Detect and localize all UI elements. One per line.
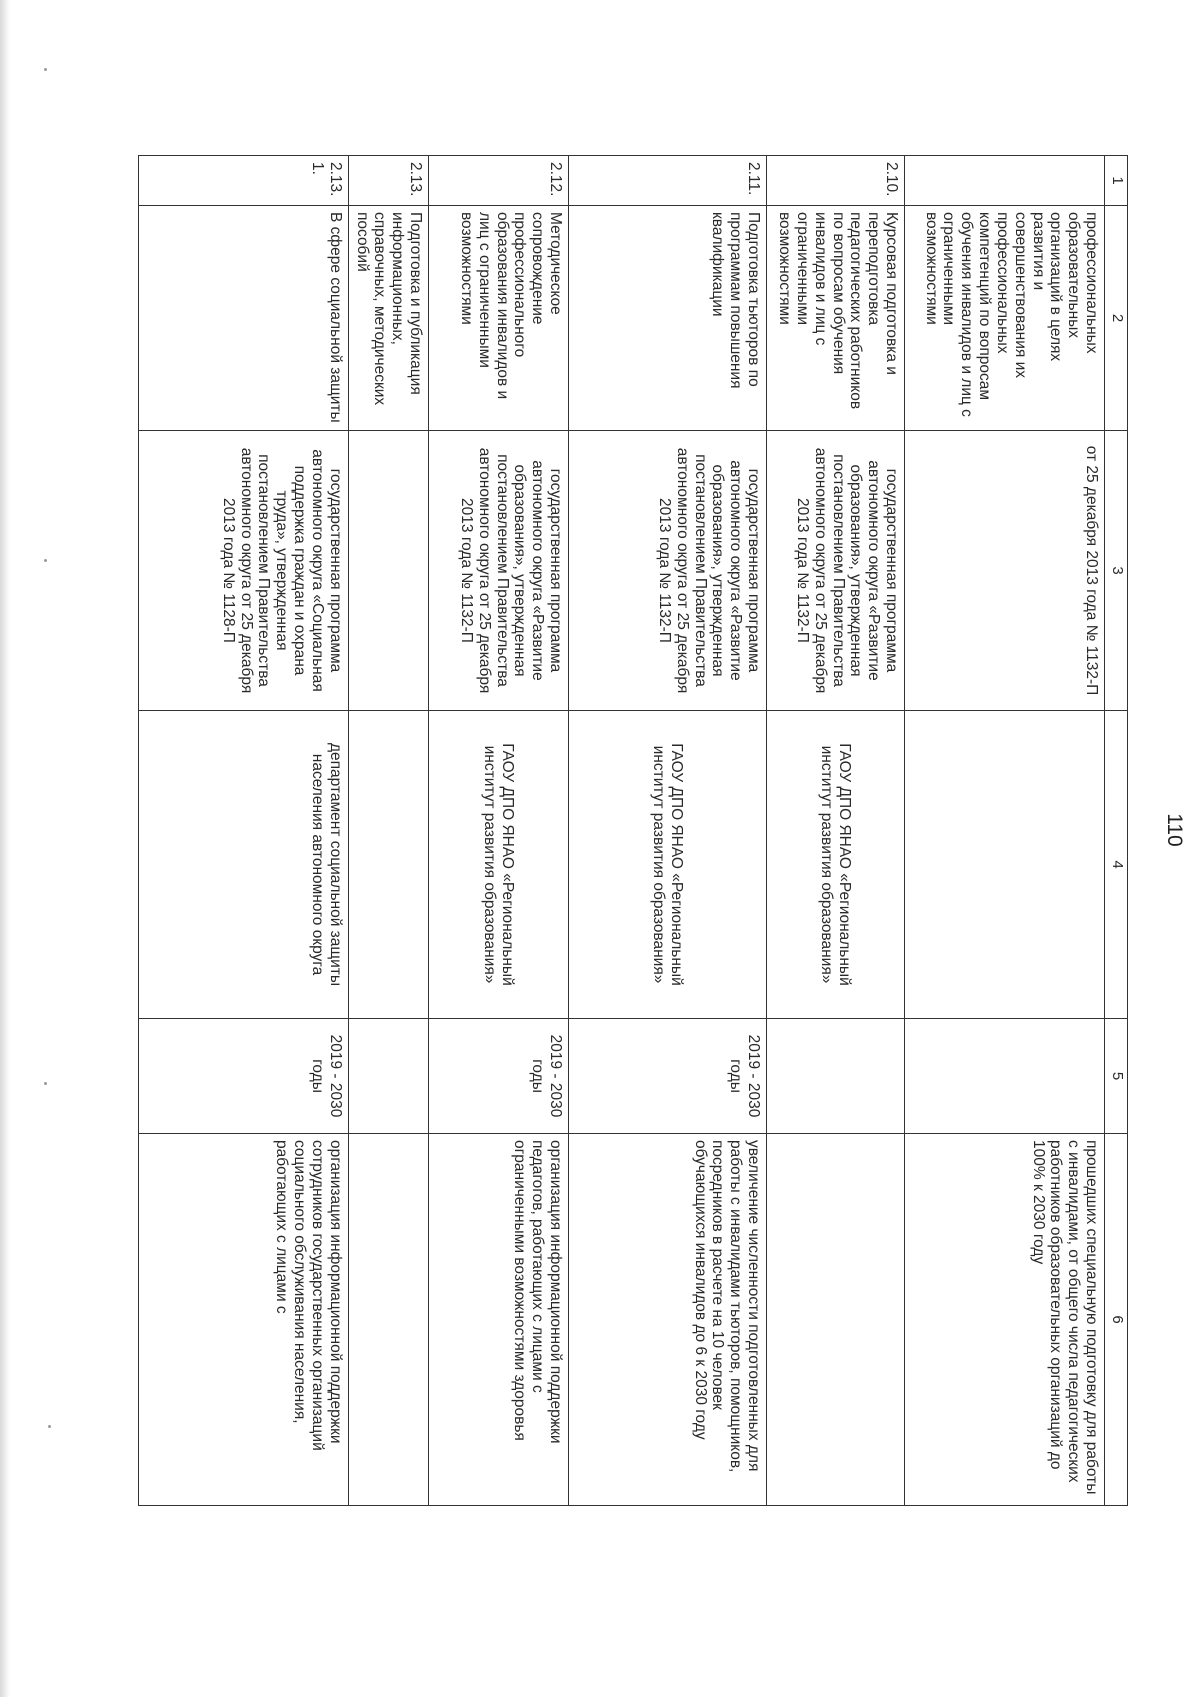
- activity-cell: Подготовка тьюторов по программам повышения квалификации: [569, 206, 767, 431]
- executor-cell: ГАОУ ДПО ЯНАО «Региональный институт развития образования»: [569, 711, 767, 1019]
- row-number: 2.10.: [767, 156, 905, 206]
- period-cell: 2019 - 2030 годы: [139, 1019, 349, 1134]
- scan-speck: [48, 1425, 51, 1428]
- basis-cell: государственная программа автономного округа «Развитие образования», утвержденная постановлением Правительства автономного округа от 25 декабря 2013 года № 1132-П: [429, 431, 569, 711]
- basis-cell: от 25 декабря 2013 года № 1132-П: [905, 431, 1105, 711]
- result-cell: прошедших специальную подготовку для работы с инвалидами, от общего числа педагогических работников образовательных организаций до 100% к 2030 году: [905, 1134, 1105, 1506]
- result-cell: организация информационной поддержки сотрудников государственных организаций социального обслуживания населения, работающих с лицами с: [139, 1134, 349, 1506]
- page-shadow-edge: [0, 0, 10, 1697]
- row-number: 2.11.: [569, 156, 767, 206]
- period-cell: [905, 1019, 1105, 1134]
- scan-speck: [44, 559, 47, 562]
- row-number: 2.13.: [348, 156, 428, 206]
- period-cell: [767, 1019, 905, 1134]
- page-number: 110: [1163, 813, 1186, 847]
- table-row: [905, 156, 1105, 1506]
- result-cell: организация информационной поддержки педагогов, работающих с лицами с ограниченными возможностями здоровья: [429, 1134, 569, 1506]
- table-header-row: [1105, 156, 1128, 1506]
- table-row: [139, 156, 349, 1506]
- row-number: 2.12.: [429, 156, 569, 206]
- activity-cell: Курсовая подготовка и переподготовка педагогических работников по вопросам обучения инвалидов и лиц с ограниченными возможностями: [767, 206, 905, 431]
- basis-cell: государственная программа автономного округа «Развитие образования», утвержденная постановлением Правительства автономного округа от 25 декабря 2013 года № 1132-П: [569, 431, 767, 711]
- executor-cell: [348, 711, 428, 1019]
- result-cell: [348, 1134, 428, 1506]
- executor-cell: [905, 711, 1105, 1019]
- header-cell: 1: [1105, 156, 1128, 206]
- basis-cell: государственная программа автономного округа «Социальная поддержка граждан и охрана труда», утвержденная постановлением Правительства автономного округа от 25 декабря 2013 года № 1128-П: [139, 431, 349, 711]
- executor-cell: ГАОУ ДПО ЯНАО «Региональный институт развития образования»: [429, 711, 569, 1019]
- basis-cell: государственная программа автономного округа «Развитие образования», утвержденная постановлением Правительства автономного округа от 25 декабря 2013 года № 1132-П: [767, 431, 905, 711]
- table-row: [767, 156, 905, 1506]
- table-row: [429, 156, 569, 1506]
- header-cell: 6: [1105, 1134, 1128, 1506]
- executor-cell: департамент социальной защиты населения автономного округа: [139, 711, 349, 1019]
- activity-cell: профессиональных образовательных организаций в целях развития и совершенствования их профессиональных компетенций по вопросам обучения инвалидов и лиц с ограниченными возможностями: [905, 206, 1105, 431]
- period-cell: [348, 1019, 428, 1134]
- activity-cell: В сфере социальной защиты: [139, 206, 349, 431]
- table-row: [348, 156, 428, 1506]
- header-cell: 5: [1105, 1019, 1128, 1134]
- header-cell: 4: [1105, 711, 1128, 1019]
- basis-cell: [348, 431, 428, 711]
- scan-speck: [44, 68, 47, 71]
- activity-cell: Подготовка и публикация информационных, справочных, методических пособий: [348, 206, 428, 431]
- activity-cell: Методическое сопровождение профессионального образования инвалидов и лиц с ограниченными возможностями: [429, 206, 569, 431]
- row-number: 2.13.1.: [139, 156, 349, 206]
- scan-speck: [44, 1082, 47, 1085]
- header-cell: 3: [1105, 431, 1128, 711]
- row-number: [905, 156, 1105, 206]
- period-cell: 2019 - 2030 годы: [429, 1019, 569, 1134]
- executor-cell: ГАОУ ДПО ЯНАО «Региональный институт развития образования»: [767, 711, 905, 1019]
- table-row: [569, 156, 767, 1506]
- period-cell: 2019 - 2030 годы: [569, 1019, 767, 1134]
- result-cell: увеличение численности подготовленных для работы с инвалидами тьюторов, помощников, посредников в расчете на 10 человек обучающихся инвалидов до 6 к 2030 году: [569, 1134, 767, 1506]
- measures-table: [138, 155, 1128, 1506]
- header-cell: 2: [1105, 206, 1128, 431]
- rotated-page-content: [138, 155, 1186, 1505]
- result-cell: [767, 1134, 905, 1506]
